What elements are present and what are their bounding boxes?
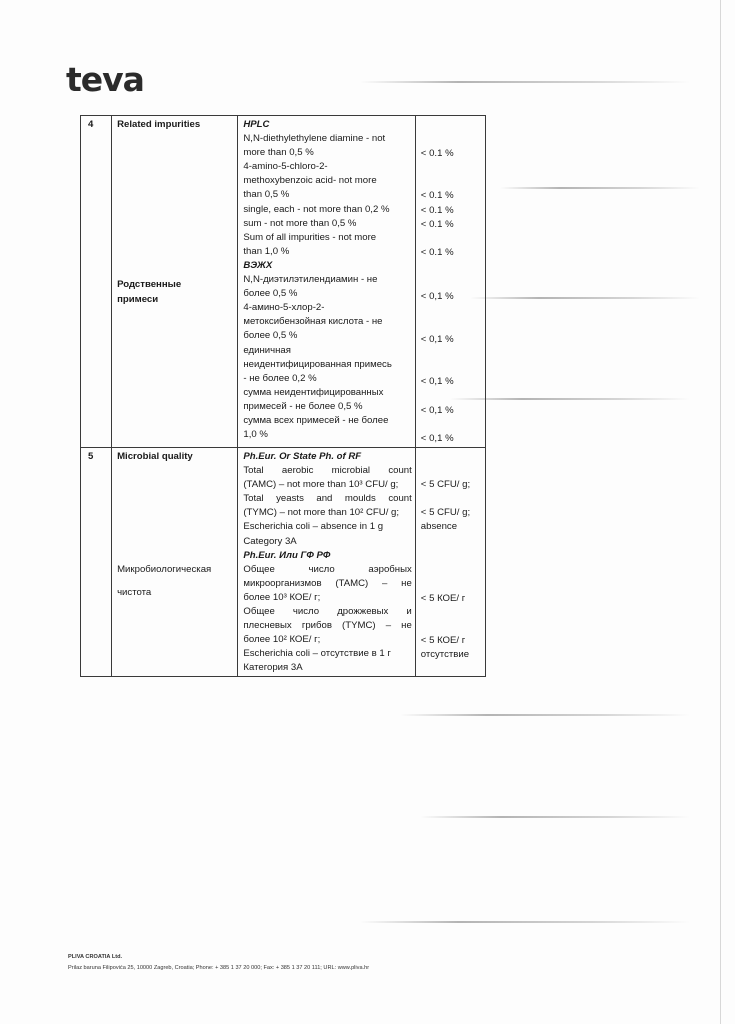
requirement-line: Общее число аэробных — [243, 563, 412, 575]
method-en: HPLC — [243, 119, 270, 130]
scan-artifact — [400, 714, 690, 716]
result-value: отсутствие — [420, 649, 470, 660]
result-value: < 0.1 % — [420, 219, 454, 230]
row-number-cell — [81, 116, 112, 448]
scan-artifact — [450, 398, 690, 400]
requirement-line: sum - not more than 0,5 % — [243, 217, 357, 229]
result-value: < 5 CFU/ g; — [420, 507, 471, 518]
requirement-line: 1,0 % — [243, 429, 268, 441]
scan-artifact — [470, 297, 700, 299]
scan-artifact — [360, 81, 690, 83]
requirement-line: methoxybenzoic acid- not more — [243, 175, 377, 187]
requirement-line: метоксибензойная кислота - не — [243, 316, 383, 328]
requirement-line: N,N-диэтилэтилендиамин - не — [243, 274, 378, 286]
requirement-line: Escherichia coli – отсутствие в 1 г — [243, 648, 391, 660]
requirement-line: микроорганизмов (TAMC) – не — [243, 577, 412, 589]
requirement-line: единичная — [243, 344, 291, 356]
requirement-line: Escherichia coli – absence in 1 g — [243, 521, 384, 533]
requirement-line: (TYMC) – not more than 10² CFU/ g; — [243, 507, 400, 519]
test-name-ru: чистота — [117, 587, 152, 598]
requirement-line: (TAMC) – not more than 10³ CFU/ g; — [243, 479, 399, 491]
test-name-ru: Микробиологическая — [117, 564, 212, 575]
requirement-line: Total yeasts and moulds count — [243, 493, 412, 505]
result-value: < 0.1 % — [420, 205, 454, 216]
test-name-en: Related impurities — [117, 119, 201, 130]
method-ru: Ph.Eur. Или ГФ РФ — [243, 549, 331, 561]
result-value: < 0,1 % — [420, 291, 454, 302]
page-edge — [720, 0, 721, 1024]
requirement-line: than 0,5 % — [243, 189, 290, 201]
result-value: < 0.1 % — [420, 247, 454, 258]
requirement-line: Category 3A — [243, 535, 297, 547]
result-value: < 5 CFU/ g; — [420, 479, 471, 490]
requirement-line: Total aerobic microbial count — [243, 465, 412, 477]
result-cell — [415, 448, 485, 677]
test-name-en: Microbial quality — [117, 451, 193, 462]
requirement-line: примесей - не более 0,5 % — [243, 400, 363, 412]
footer-address: Prilaz baruna Filipovića 25, 10000 Zagreb, Croatia; Phone: + 385 1 37 20 000; Fax: + 385 1 37 20 111; URL: www.pliva.hr — [68, 965, 370, 971]
result-value: < 5 КОЕ/ г — [420, 635, 466, 646]
result-value: < 5 КОЕ/ г — [420, 593, 466, 604]
row-number-cell — [81, 448, 112, 677]
requirement-line: - не более 0,2 % — [243, 372, 317, 384]
result-value: absence — [420, 521, 458, 532]
test-name-ru: примеси — [117, 294, 159, 305]
requirement-line: Общее число дрожжевых и — [243, 606, 412, 618]
requirement-line: than 1,0 % — [243, 245, 290, 257]
test-name-cell — [112, 116, 238, 448]
requirement-line: 4-amino-5-chloro-2- — [243, 161, 328, 173]
result-value: < 0,1 % — [420, 334, 454, 345]
requirement-line: более 0,5 % — [243, 288, 298, 300]
test-name-ru: Родственные — [117, 279, 182, 290]
method-ru: ВЭЖХ — [243, 259, 273, 271]
result-value: < 0.1 % — [420, 190, 454, 201]
result-value: < 0,1 % — [420, 376, 454, 387]
requirement-line: N,N-diethylethylene diamine - not — [243, 133, 386, 145]
requirement-line: сумма всех примесей - не более — [243, 414, 389, 426]
requirement-line: плесневых грибов (TYMC) – не — [243, 620, 412, 632]
requirement-cell — [238, 116, 415, 448]
requirement-line: более 10³ КОЕ/ г; — [243, 591, 321, 603]
requirement-line: single, each - not more than 0,2 % — [243, 203, 390, 215]
table-row — [81, 116, 486, 448]
requirement-cell — [238, 448, 415, 677]
requirement-line: неидентифицированная примесь — [243, 358, 392, 370]
requirement-line: Sum of all impurities - not more — [243, 231, 377, 243]
requirement-line: Категория 3А — [243, 662, 303, 674]
requirement-line: более 0,5 % — [243, 330, 298, 342]
row-number: 4 — [88, 119, 94, 130]
teva-logo: teva — [66, 60, 144, 99]
method-en: Ph.Eur. Or State Ph. of RF — [243, 451, 362, 462]
table-row — [81, 448, 486, 677]
scan-artifact — [360, 921, 690, 923]
result-value: < 0,1 % — [420, 405, 454, 416]
row-number: 5 — [88, 451, 94, 462]
result-cell — [415, 116, 485, 448]
test-name-cell — [112, 448, 238, 677]
result-value: < 0,1 % — [420, 433, 454, 444]
requirement-line: более 10² КОЕ/ г; — [243, 634, 321, 646]
result-value: < 0.1 % — [420, 148, 454, 159]
footer-company: PLIVA CROATIA Ltd. — [68, 954, 123, 960]
specification-table — [80, 115, 486, 677]
scan-artifact — [420, 816, 690, 818]
scan-artifact — [500, 187, 700, 189]
requirement-line: сумма неидентифицированных — [243, 386, 384, 398]
requirement-line: more than 0,5 % — [243, 147, 314, 159]
requirement-line: 4-амино-5-хлор-2- — [243, 302, 325, 314]
